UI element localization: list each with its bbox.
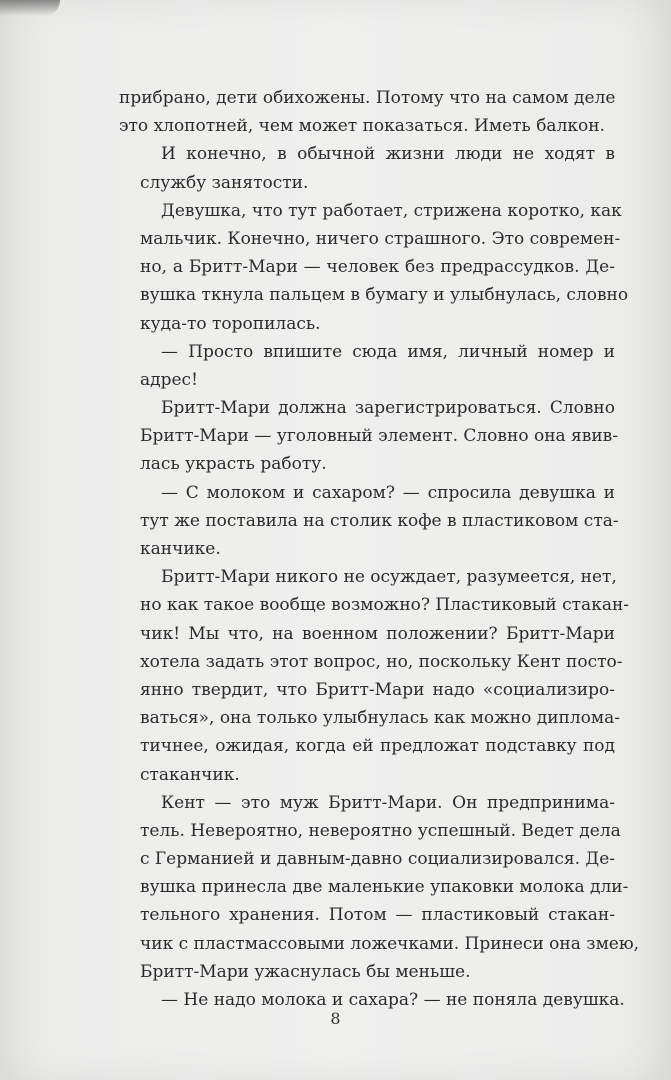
text-line: — Не надо молока и сахара? — не поняла девушка. [161, 990, 625, 1010]
text-line: Кент — это муж Бритт-Мари. Он предпринима- [161, 792, 615, 813]
body-text [119, 84, 640, 1014]
text-line: И конечно, в обычной жизни люди не ходят в [161, 144, 615, 165]
text-line: адрес! [140, 369, 198, 390]
text-line: ваться», она только улыбнулась как можно диплома- [140, 708, 621, 729]
text-line: но, а Бритт-Мари — человек без предрассудков. Де- [140, 257, 615, 278]
paragraph [119, 563, 630, 789]
text-line: тичнее, ожидая, когда ей предложат подставку под [140, 736, 615, 757]
paragraph [119, 479, 619, 564]
text-line: куда-то торопилась. [140, 313, 321, 334]
text-line: чик с пластмассовыми ложечками. Принеси она змею, [140, 933, 640, 954]
text-line: вушка ткнула пальцем в бумагу и улыбнулась, словно [140, 285, 629, 306]
paragraph [119, 140, 615, 196]
text-line: мальчик. Конечно, ничего страшного. Это современ- [140, 228, 621, 249]
text-line: канчике. [140, 539, 221, 559]
text-line: это хлопотней, чем может показаться. Иметь балкон. [119, 116, 605, 137]
text-line: тут же поставила на столик кофе в пластиковом ста- [140, 510, 619, 531]
text-line: прибрано, дети обихожены. Потому что на самом деле [119, 88, 616, 108]
text-line: чик! Мы что, на военном положении? Бритт-Мари [140, 623, 615, 644]
page-number: 8 [330, 1009, 341, 1028]
text-line: лась украсть работу. [140, 454, 327, 475]
paragraph [119, 84, 615, 140]
paragraph [119, 197, 629, 338]
paragraph [119, 338, 615, 394]
text-line: Девушка, что тут работает, стрижена коротко, как [161, 200, 622, 221]
text-line: — Просто впишите сюда имя, личный номер и [161, 341, 615, 362]
text-line: службу занятости. [140, 172, 309, 193]
text-line: Бритт-Мари должна зарегистрироваться. Словно [161, 398, 615, 419]
text-line: вушка принесла две маленькие упаковки молока дли- [140, 877, 629, 898]
text-line: тельного хранения. Потом — пластиковый стакан- [140, 905, 615, 926]
text-line: хотела задать этот вопрос, но, поскольку Кент посто- [140, 651, 623, 672]
paragraph [119, 789, 640, 986]
page-edge-shadow [0, 0, 60, 16]
text-line: но как такое вообще возможно? Пластиковый стакан- [140, 595, 630, 616]
text-line: — С молоком и сахаром? — спросила девушка и [161, 482, 615, 503]
text-line: тель. Невероятно, невероятно успешный. Ведет дела [140, 820, 621, 841]
text-line: Бритт-Мари — уголовный элемент. Словно она явив- [140, 426, 619, 447]
text-line: янно твердит, что Бритт-Мари надо «социализиро- [140, 679, 615, 700]
text-line: стаканчик. [140, 764, 240, 785]
text-line: Бритт-Мари никого не осуждает, разумеется, нет, [161, 567, 617, 588]
paragraph [119, 394, 619, 479]
text-line: Бритт-Мари ужаснулась бы меньше. [140, 961, 471, 982]
text-line: с Германией и давным-давно социализировался. Де- [140, 849, 616, 870]
